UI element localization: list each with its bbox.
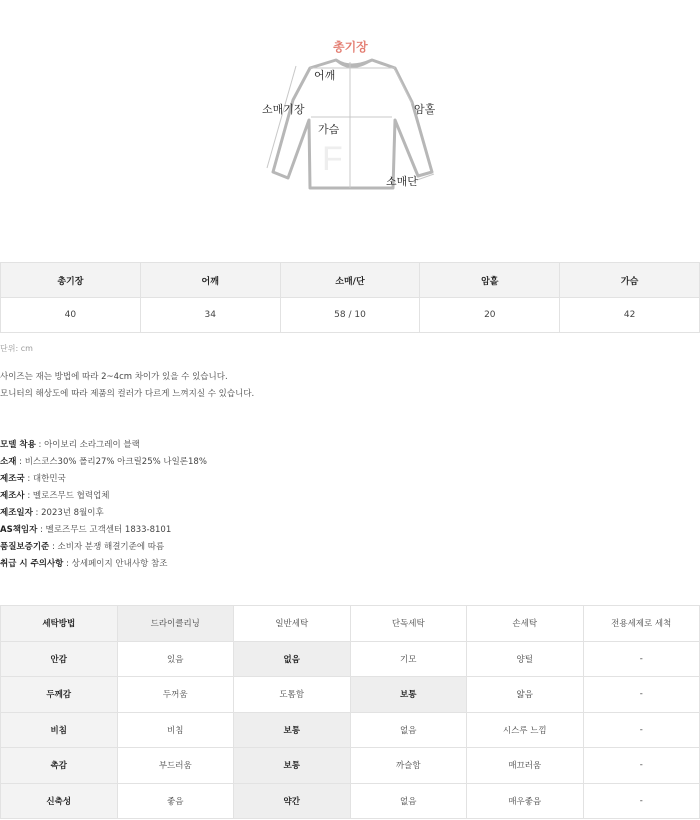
info-value: : 아이보리 소라그레이 블랙 bbox=[35, 440, 140, 450]
note-line: 모니터의 해상도에 따라 제품의 컬러가 다르게 느껴지실 수 있습니다. bbox=[0, 389, 255, 399]
wash-row-label: 신축성 bbox=[1, 783, 118, 819]
info-key: 제조국 bbox=[0, 474, 25, 484]
note-line: 사이즈는 재는 방법에 따라 2~4cm 차이가 있을 수 있습니다. bbox=[0, 372, 228, 382]
wash-option: 단독세탁 bbox=[350, 606, 467, 642]
armhole-label: 암홀 bbox=[414, 103, 436, 116]
wash-option-selected: 보통 bbox=[234, 748, 351, 784]
wash-option: 까슬함 bbox=[350, 748, 467, 784]
wash-option: 비침 bbox=[117, 712, 234, 748]
size-diagram bbox=[0, 0, 700, 230]
wash-option: 얇음 bbox=[467, 677, 584, 713]
wash-option: 없음 bbox=[350, 712, 467, 748]
free-size-mark: F bbox=[322, 140, 343, 178]
info-row bbox=[0, 522, 207, 539]
total-length-label: 총기장 bbox=[333, 40, 368, 54]
info-key: 모델 착용 bbox=[0, 440, 36, 450]
size-value-cell: 34 bbox=[140, 298, 280, 333]
sweater-outline bbox=[0, 0, 700, 230]
unit-note: 단위: cm bbox=[0, 344, 33, 353]
wash-option: - bbox=[583, 712, 700, 748]
wash-option: - bbox=[583, 748, 700, 784]
wash-option: 매끄러움 bbox=[467, 748, 584, 784]
info-key: 제조일자 bbox=[0, 508, 33, 518]
info-row bbox=[0, 556, 207, 573]
info-row bbox=[0, 437, 207, 454]
wash-option: 시스루 느낌 bbox=[467, 712, 584, 748]
product-info bbox=[0, 437, 207, 573]
wash-option: 없음 bbox=[350, 783, 467, 819]
info-row bbox=[0, 488, 207, 505]
wash-option: 매우좋음 bbox=[467, 783, 584, 819]
wash-option: 일반세탁 bbox=[234, 606, 351, 642]
wash-table-row bbox=[1, 677, 700, 713]
info-row bbox=[0, 505, 207, 522]
size-value-cell: 20 bbox=[420, 298, 560, 333]
wash-table-row bbox=[1, 641, 700, 677]
wash-option: - bbox=[583, 641, 700, 677]
size-header-cell: 소매/단 bbox=[280, 263, 420, 298]
wash-option: - bbox=[583, 677, 700, 713]
info-key: 소재 bbox=[0, 457, 17, 467]
size-notes bbox=[0, 369, 254, 403]
info-value: : 상세페이지 안내사항 참조 bbox=[63, 559, 168, 569]
wash-table-row bbox=[1, 783, 700, 819]
sleeve-length-label: 소매기장 bbox=[262, 103, 305, 116]
wash-option: 있음 bbox=[117, 641, 234, 677]
sleeve-hem-label: 소매단 bbox=[386, 175, 418, 188]
wash-option-selected: 없음 bbox=[234, 641, 351, 677]
info-value: : 멜로즈무드 고객센터 1833-8101 bbox=[37, 525, 172, 535]
wash-table-row bbox=[1, 712, 700, 748]
info-key: 품질보증기준 bbox=[0, 542, 50, 552]
info-key: 제조사 bbox=[0, 491, 25, 501]
info-value: : 비스코스30% 폴리27% 아크릴25% 나일론18% bbox=[16, 457, 207, 467]
size-value-cell: 42 bbox=[560, 298, 700, 333]
wash-option: 부드러움 bbox=[117, 748, 234, 784]
info-key: 취급 시 주의사항 bbox=[0, 559, 64, 569]
info-value: : 소비자 분쟁 해결기준에 따름 bbox=[49, 542, 165, 552]
size-header-cell: 총기장 bbox=[1, 263, 141, 298]
wash-row-label: 촉감 bbox=[1, 748, 118, 784]
wash-option: 양털 bbox=[467, 641, 584, 677]
size-value-cell: 40 bbox=[1, 298, 141, 333]
chest-label: 가슴 bbox=[318, 123, 340, 136]
size-table-row bbox=[1, 298, 700, 333]
shoulder-label: 어깨 bbox=[314, 69, 336, 82]
wash-row-label: 세탁방법 bbox=[1, 606, 118, 642]
size-table bbox=[0, 262, 700, 333]
wash-option-selected: 약간 bbox=[234, 783, 351, 819]
wash-table-row bbox=[1, 748, 700, 784]
info-value: : 2023년 8월이후 bbox=[32, 508, 104, 518]
wash-row-label: 비침 bbox=[1, 712, 118, 748]
wash-feel-table bbox=[0, 605, 700, 819]
wash-option-selected: 드라이클리닝 bbox=[117, 606, 234, 642]
wash-option: 손세탁 bbox=[467, 606, 584, 642]
info-row bbox=[0, 471, 207, 488]
info-row bbox=[0, 539, 207, 556]
info-value: : 대한민국 bbox=[24, 474, 66, 484]
size-header-cell: 암홀 bbox=[420, 263, 560, 298]
size-header-cell: 가슴 bbox=[560, 263, 700, 298]
wash-option: 두꺼움 bbox=[117, 677, 234, 713]
wash-table-row bbox=[1, 606, 700, 642]
wash-row-label: 두께감 bbox=[1, 677, 118, 713]
wash-option: - bbox=[583, 783, 700, 819]
size-header-cell: 어깨 bbox=[140, 263, 280, 298]
wash-option: 기모 bbox=[350, 641, 467, 677]
size-value-cell: 58 / 10 bbox=[280, 298, 420, 333]
wash-option: 도톰함 bbox=[234, 677, 351, 713]
size-table-header bbox=[1, 263, 700, 298]
wash-option: 좋음 bbox=[117, 783, 234, 819]
info-key: AS책임자 bbox=[0, 525, 38, 535]
wash-option-selected: 보통 bbox=[350, 677, 467, 713]
info-value: : 멜로즈무드 협력업체 bbox=[24, 491, 110, 501]
wash-option-selected: 보통 bbox=[234, 712, 351, 748]
wash-option: 전용세제로 세척 bbox=[583, 606, 700, 642]
info-row bbox=[0, 454, 207, 471]
wash-row-label: 안감 bbox=[1, 641, 118, 677]
